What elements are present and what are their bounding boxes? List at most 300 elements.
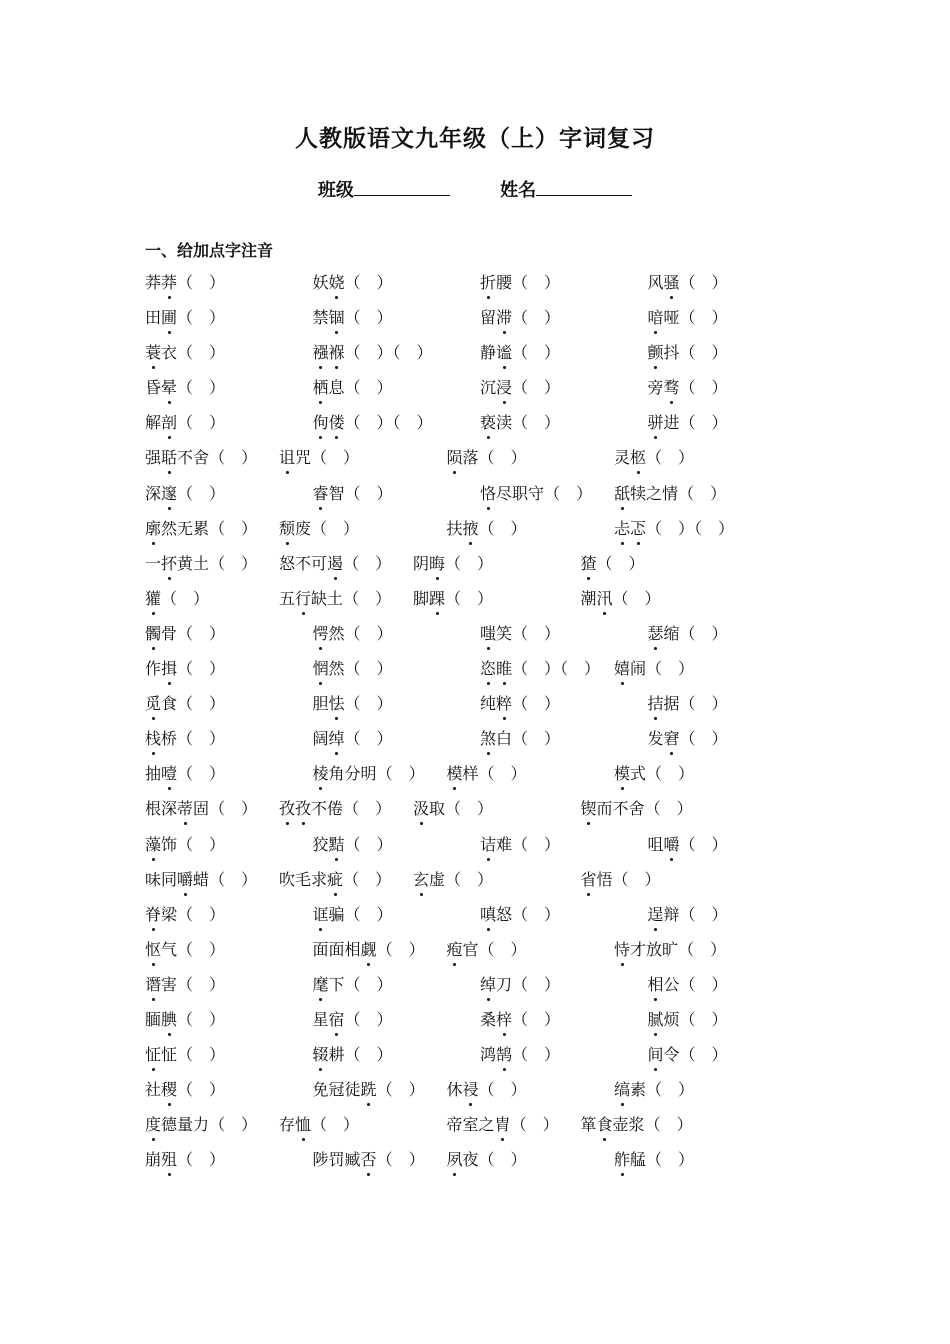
dotted-character: 汲 xyxy=(413,796,429,822)
answer-blank[interactable]: （ ） xyxy=(678,483,727,503)
answer-blank[interactable]: （ ） xyxy=(445,869,494,889)
character: 旁 xyxy=(647,378,664,398)
exercise-row xyxy=(145,691,785,726)
dotted-character: 谧 xyxy=(496,340,512,366)
exercise-item xyxy=(279,586,391,612)
answer-blank[interactable]: （ ） xyxy=(177,378,226,398)
exercise-item xyxy=(648,972,728,998)
exercise-item xyxy=(581,1112,693,1138)
character: 耕 xyxy=(328,1045,345,1065)
answer-blank[interactable]: （ ） xyxy=(177,1080,226,1100)
answer-blank[interactable]: （ ） xyxy=(344,1045,393,1065)
character: 面 xyxy=(328,939,345,959)
answer-blank[interactable]: （ ） xyxy=(177,659,226,679)
dotted-character: 偻 xyxy=(329,410,345,436)
character: 明 xyxy=(360,764,377,784)
answer-blank[interactable]: （ ） xyxy=(478,1080,527,1100)
character: 之 xyxy=(646,483,663,503)
exercise-item xyxy=(145,972,225,998)
character: 缺 xyxy=(311,588,328,608)
dotted-character: 栖 xyxy=(313,375,329,401)
dotted-character: 滞 xyxy=(496,305,512,331)
exercise-item xyxy=(648,1042,728,1068)
exercise-item xyxy=(614,1077,694,1103)
exercise-item xyxy=(145,867,257,893)
dotted-character: 绰 xyxy=(329,726,345,752)
answer-blank[interactable]: （ ） xyxy=(512,1009,561,1029)
exercise-item xyxy=(145,270,225,296)
answer-blank[interactable]: （ ） xyxy=(646,659,695,679)
character: 静 xyxy=(480,343,497,363)
dotted-character: 觑 xyxy=(361,937,377,963)
answer-blank[interactable]: （ ） xyxy=(177,1045,226,1065)
answer-blank[interactable]: （ ） xyxy=(512,694,561,714)
answer-blank[interactable]: （ ） xyxy=(478,518,527,538)
answer-blank[interactable]: （ ） xyxy=(209,448,258,468)
answer-blank[interactable]: （ ） xyxy=(177,764,226,784)
character: 废 xyxy=(295,518,312,538)
dotted-character: 锲 xyxy=(581,796,597,822)
answer-blank[interactable]: （ ） xyxy=(679,1045,728,1065)
class-blank[interactable] xyxy=(354,179,450,196)
character: 不 xyxy=(295,553,312,573)
exercise-item xyxy=(480,375,560,401)
dotted-character: 怄 xyxy=(145,937,161,963)
character: 沉 xyxy=(480,378,497,398)
exercise-item xyxy=(145,1147,225,1173)
dotted-character: 剖 xyxy=(161,410,177,436)
exercise-item xyxy=(313,340,433,366)
dotted-character: 遏 xyxy=(327,551,343,577)
character: 免 xyxy=(312,1080,329,1100)
character: 陟 xyxy=(312,1150,329,1170)
exercise-item xyxy=(480,656,600,682)
class-label: 班级 xyxy=(317,180,354,201)
answer-blank[interactable]: （ ） xyxy=(679,308,728,328)
character: 量 xyxy=(177,1115,194,1135)
dotted-character: 舐 xyxy=(614,481,630,507)
exercise-row xyxy=(145,1112,785,1147)
character: 罚 xyxy=(328,1150,345,1170)
answer-blank[interactable]: （ ） xyxy=(679,1009,728,1029)
dotted-character: 折 xyxy=(480,270,496,296)
character: 桑 xyxy=(480,1009,497,1029)
answer-blank[interactable]: （ ） xyxy=(646,518,695,538)
dotted-character: 汛 xyxy=(597,586,613,612)
answer-blank[interactable]: （ ） xyxy=(177,939,226,959)
exercise-row xyxy=(145,410,785,445)
exercise-item xyxy=(480,691,560,717)
exercise-row xyxy=(145,1147,785,1182)
dotted-character: 舴 xyxy=(614,1147,630,1173)
character: 虚 xyxy=(429,869,446,889)
exercise-item xyxy=(480,726,560,752)
answer-blank[interactable]: （ ） xyxy=(679,834,728,854)
answer-blank[interactable]: （ ） xyxy=(679,623,728,643)
exercise-item xyxy=(413,586,493,612)
answer-blank[interactable]: （ ） xyxy=(376,1080,425,1100)
dotted-character: 圃 xyxy=(161,305,177,331)
character: 蜡 xyxy=(193,869,210,889)
dotted-character: 晦 xyxy=(429,551,445,577)
dotted-character: 蒂 xyxy=(177,796,193,822)
character: 累 xyxy=(193,518,210,538)
character: 臧 xyxy=(344,1150,361,1170)
exercise-row xyxy=(145,270,785,305)
exercise-item xyxy=(313,305,393,331)
answer-blank[interactable]: （ ） xyxy=(177,974,226,994)
dotted-character: 骛 xyxy=(664,375,680,401)
exercise-item xyxy=(279,867,391,893)
dotted-character: 聒 xyxy=(161,445,177,471)
exercise-row xyxy=(145,375,785,410)
answer-blank[interactable]: （ ） xyxy=(177,1150,226,1170)
exercise-item xyxy=(447,937,527,963)
exercise-item xyxy=(313,1042,393,1068)
dotted-character: 行 xyxy=(295,586,311,612)
exercise-item xyxy=(447,761,527,787)
answer-blank[interactable]: （ ） xyxy=(392,413,433,433)
answer-blank[interactable]: （ ） xyxy=(694,518,735,538)
answer-blank[interactable]: （ ） xyxy=(177,413,226,433)
dotted-character: 殂 xyxy=(161,1147,177,1173)
answer-blank[interactable]: （ ） xyxy=(177,343,226,363)
answer-blank[interactable]: （ ） xyxy=(679,729,728,749)
character: 星 xyxy=(312,1009,329,1029)
dotted-character: 诅 xyxy=(279,445,295,471)
exercise-item xyxy=(145,1042,225,1068)
answer-blank[interactable]: （ ） xyxy=(209,869,258,889)
answer-blank[interactable]: （ ） xyxy=(478,1150,527,1170)
character: 衣 xyxy=(161,343,178,363)
dotted-character: 梓 xyxy=(496,1007,512,1033)
exercise-item xyxy=(614,1147,694,1173)
dotted-character: 骚 xyxy=(664,270,680,296)
exercise-row xyxy=(145,832,785,867)
pinyin-exercise-grid xyxy=(145,270,785,1182)
answer-blank[interactable]: （ ） xyxy=(209,518,258,538)
answer-blank[interactable]: （ ） xyxy=(343,799,392,819)
exercise-row xyxy=(145,761,785,796)
character: 饰 xyxy=(161,834,178,854)
character: 味 xyxy=(145,869,162,889)
character: 据 xyxy=(663,694,680,714)
dotted-character: 襁 xyxy=(313,340,329,366)
answer-blank[interactable]: （ ） xyxy=(596,553,645,573)
exercise-row xyxy=(145,1007,785,1042)
answer-blank[interactable]: （ ） xyxy=(177,1009,226,1029)
class-field xyxy=(318,176,450,202)
character: 职 xyxy=(512,483,529,503)
answer-blank[interactable]: （ ） xyxy=(343,553,392,573)
answer-blank[interactable]: （ ） xyxy=(376,939,425,959)
character: 鸿 xyxy=(480,1045,497,1065)
character: 夜 xyxy=(462,1150,479,1170)
answer-blank[interactable]: （ ） xyxy=(512,308,561,328)
exercise-item xyxy=(145,375,225,401)
exercise-item xyxy=(648,410,728,436)
answer-blank[interactable]: （ ） xyxy=(678,939,727,959)
answer-blank[interactable]: （ ） xyxy=(544,483,593,503)
answer-blank[interactable]: （ ） xyxy=(512,904,561,924)
exercise-item xyxy=(614,481,726,507)
answer-blank[interactable]: （ ） xyxy=(560,659,601,679)
answer-blank[interactable]: （ ） xyxy=(646,448,695,468)
answer-blank[interactable]: （ ） xyxy=(512,343,561,363)
exercise-item xyxy=(614,761,694,787)
answer-blank[interactable]: （ ） xyxy=(177,308,226,328)
answer-blank[interactable]: （ ） xyxy=(177,273,226,292)
exercise-item xyxy=(313,1007,393,1033)
answer-blank[interactable]: （ ） xyxy=(344,308,393,328)
exercise-item xyxy=(313,481,393,507)
answer-blank[interactable]: （ ） xyxy=(679,694,728,714)
exercise-row xyxy=(145,726,785,761)
answer-blank[interactable]: （ ） xyxy=(512,834,561,854)
character: 冠 xyxy=(328,1080,345,1100)
dotted-character: 省 xyxy=(581,867,597,893)
answer-blank[interactable]: （ ） xyxy=(344,623,393,643)
dotted-character: 稷 xyxy=(161,1077,177,1103)
answer-blank[interactable]: （ ） xyxy=(512,659,561,679)
dotted-character: 祲 xyxy=(463,1077,479,1103)
answer-blank[interactable]: （ ） xyxy=(612,869,661,889)
answer-blank[interactable]: （ ） xyxy=(343,588,392,608)
exercise-item xyxy=(313,270,393,296)
answer-blank[interactable]: （ ） xyxy=(478,764,527,784)
answer-blank[interactable]: （ ） xyxy=(344,729,393,749)
dotted-character: 怔 xyxy=(145,1042,161,1068)
exercise-row xyxy=(145,340,785,375)
name-field xyxy=(500,176,632,202)
character: 白 xyxy=(496,729,513,749)
dotted-character: 恪 xyxy=(480,481,496,507)
dotted-character: 噎 xyxy=(161,761,177,787)
dotted-character: 疵 xyxy=(327,867,343,893)
answer-blank[interactable]: （ ） xyxy=(679,273,728,292)
dotted-character: 嗔 xyxy=(480,902,496,928)
answer-blank[interactable]: （ ） xyxy=(344,413,393,433)
dotted-character: 柩 xyxy=(630,445,646,471)
character: 梁 xyxy=(161,904,178,924)
answer-blank[interactable]: （ ） xyxy=(679,904,728,924)
answer-blank[interactable]: （ ） xyxy=(209,799,258,819)
exercise-item xyxy=(413,796,493,822)
character: 怒 xyxy=(279,553,296,573)
character: 哑 xyxy=(663,308,680,328)
exercise-item xyxy=(313,1077,425,1103)
name-blank[interactable] xyxy=(536,179,632,196)
character: 渎 xyxy=(496,413,513,433)
answer-blank[interactable]: （ ） xyxy=(177,834,226,854)
answer-blank[interactable]: （ ） xyxy=(344,694,393,714)
character: 闹 xyxy=(630,659,647,679)
exercise-item xyxy=(614,445,694,471)
answer-blank[interactable]: （ ） xyxy=(679,343,728,363)
character: 艋 xyxy=(630,1150,647,1170)
dotted-character: 藻 xyxy=(145,832,161,858)
answer-blank[interactable]: （ ） xyxy=(344,273,393,292)
exercise-item xyxy=(648,340,728,366)
answer-blank[interactable]: （ ） xyxy=(177,694,226,714)
dotted-character: 黠 xyxy=(329,832,345,858)
answer-blank[interactable]: （ ） xyxy=(177,729,226,749)
answer-blank[interactable]: （ ） xyxy=(344,343,393,363)
answer-blank[interactable]: （ ） xyxy=(344,659,393,679)
exercise-row xyxy=(145,867,785,902)
exercise-item xyxy=(145,1077,225,1103)
answer-blank[interactable]: （ ） xyxy=(445,588,494,608)
dotted-character: 煞 xyxy=(480,726,496,752)
character: 不 xyxy=(177,448,194,468)
answer-blank[interactable]: （ ） xyxy=(376,764,425,784)
character: 社 xyxy=(145,1080,162,1100)
answer-blank[interactable]: （ ） xyxy=(209,1115,258,1135)
dotted-character: 玄 xyxy=(413,867,429,893)
character: 而 xyxy=(596,799,613,819)
answer-blank[interactable]: （ ） xyxy=(445,553,494,573)
answer-blank[interactable]: （ ） xyxy=(512,1045,561,1065)
answer-blank[interactable]: （ ） xyxy=(510,1115,559,1135)
answer-blank[interactable]: （ ） xyxy=(512,273,561,292)
dotted-character: 模 xyxy=(447,761,463,787)
character: 守 xyxy=(528,483,545,503)
character: 休 xyxy=(446,1080,463,1100)
character: 舍 xyxy=(628,799,645,819)
character: 气 xyxy=(161,939,178,959)
character: 田 xyxy=(145,308,162,328)
exercise-item xyxy=(648,621,728,647)
exercise-item xyxy=(313,972,393,998)
answer-blank[interactable]: （ ） xyxy=(512,623,561,643)
answer-blank[interactable]: （ ） xyxy=(679,974,728,994)
answer-blank[interactable]: （ ） xyxy=(177,904,226,924)
dotted-character: 蓑 xyxy=(145,340,161,366)
answer-blank[interactable]: （ ） xyxy=(644,799,693,819)
exercise-item xyxy=(447,516,527,542)
answer-blank[interactable]: （ ） xyxy=(445,799,494,819)
answer-blank[interactable]: （ ） xyxy=(512,974,561,994)
character: 狡 xyxy=(312,834,329,854)
character: 黄 xyxy=(177,553,194,573)
dotted-character: 诓 xyxy=(313,902,329,928)
exercise-item xyxy=(279,1112,359,1138)
answer-blank[interactable]: （ ） xyxy=(376,1150,425,1170)
dotted-character: 谮 xyxy=(145,972,161,998)
character: 五 xyxy=(279,588,296,608)
character: 禁 xyxy=(312,308,329,328)
dotted-character: 绰 xyxy=(480,972,496,998)
answer-blank[interactable]: （ ） xyxy=(311,518,360,538)
exercise-item xyxy=(480,1042,560,1068)
answer-blank[interactable]: （ ） xyxy=(161,588,210,608)
character: 骗 xyxy=(328,904,345,924)
answer-blank[interactable]: （ ） xyxy=(344,378,393,398)
dotted-character: 孜 xyxy=(295,796,311,822)
answer-blank[interactable]: （ ） xyxy=(344,904,393,924)
dotted-character: 瑟 xyxy=(648,621,664,647)
dotted-character: 亵 xyxy=(480,410,496,436)
character: 分 xyxy=(344,764,361,784)
exercise-item xyxy=(581,796,693,822)
answer-blank[interactable]: （ ） xyxy=(646,1150,695,1170)
answer-blank[interactable]: （ ） xyxy=(679,413,728,433)
dotted-character: 娆 xyxy=(329,270,345,296)
dotted-character: 骈 xyxy=(648,410,664,436)
character: 式 xyxy=(630,764,647,784)
dotted-character: 晕 xyxy=(161,375,177,401)
dotted-character: 锢 xyxy=(329,305,345,331)
dotted-character: 觅 xyxy=(145,691,161,717)
character: 旷 xyxy=(662,939,679,959)
answer-blank[interactable]: （ ） xyxy=(644,1115,693,1135)
answer-blank[interactable]: （ ） xyxy=(209,553,258,573)
character: 无 xyxy=(177,518,194,538)
answer-blank[interactable]: （ ） xyxy=(646,764,695,784)
character: 壶 xyxy=(612,1115,629,1135)
exercise-item xyxy=(480,481,592,507)
character: 深 xyxy=(161,799,178,819)
answer-blank[interactable]: （ ） xyxy=(512,378,561,398)
answer-blank[interactable]: （ ） xyxy=(311,448,360,468)
exercise-row xyxy=(145,1042,785,1077)
answer-blank[interactable]: （ ） xyxy=(679,378,728,398)
answer-blank[interactable]: （ ） xyxy=(343,869,392,889)
exercise-item xyxy=(648,691,728,717)
answer-blank[interactable]: （ ） xyxy=(478,448,527,468)
answer-blank[interactable]: （ ） xyxy=(512,729,561,749)
exercise-item xyxy=(480,340,560,366)
dotted-character: 食 xyxy=(597,1112,613,1138)
dotted-character: 缟 xyxy=(614,1077,630,1103)
character: 落 xyxy=(462,448,479,468)
exercise-item xyxy=(279,551,391,577)
answer-blank[interactable]: （ ） xyxy=(512,413,561,433)
dotted-character: 颤 xyxy=(648,340,664,366)
answer-blank[interactable]: （ ） xyxy=(478,939,527,959)
answer-blank[interactable]: （ ） xyxy=(177,623,226,643)
exercise-item xyxy=(279,796,391,822)
exercise-item xyxy=(581,586,661,612)
character: 然 xyxy=(328,659,345,679)
dotted-character: 獾 xyxy=(145,586,161,612)
exercise-item xyxy=(313,691,393,717)
exercise-item xyxy=(447,445,527,471)
character: 腼 xyxy=(145,1009,162,1029)
answer-blank[interactable]: （ ） xyxy=(344,974,393,994)
character: 浆 xyxy=(628,1115,645,1135)
character: 才 xyxy=(630,939,647,959)
answer-blank[interactable]: （ ） xyxy=(646,1080,695,1100)
exercise-item xyxy=(648,375,728,401)
dotted-character: 拮 xyxy=(648,691,664,717)
dotted-character: 嗤 xyxy=(480,621,496,647)
exercise-item xyxy=(145,902,225,928)
answer-blank[interactable]: （ ） xyxy=(311,1115,360,1135)
character: 放 xyxy=(646,939,663,959)
answer-blank[interactable]: （ ） xyxy=(344,1009,393,1029)
answer-blank[interactable]: （ ） xyxy=(612,588,661,608)
dotted-character: 棱 xyxy=(313,761,329,787)
answer-blank[interactable]: （ ） xyxy=(344,483,393,503)
character: 昏 xyxy=(145,378,162,398)
answer-blank[interactable]: （ ） xyxy=(177,483,226,503)
answer-blank[interactable]: （ ） xyxy=(392,343,433,363)
dotted-character: 逞 xyxy=(648,902,664,928)
character: 同 xyxy=(161,869,178,889)
dotted-character: 诘 xyxy=(480,832,496,858)
answer-blank[interactable]: （ ） xyxy=(344,834,393,854)
